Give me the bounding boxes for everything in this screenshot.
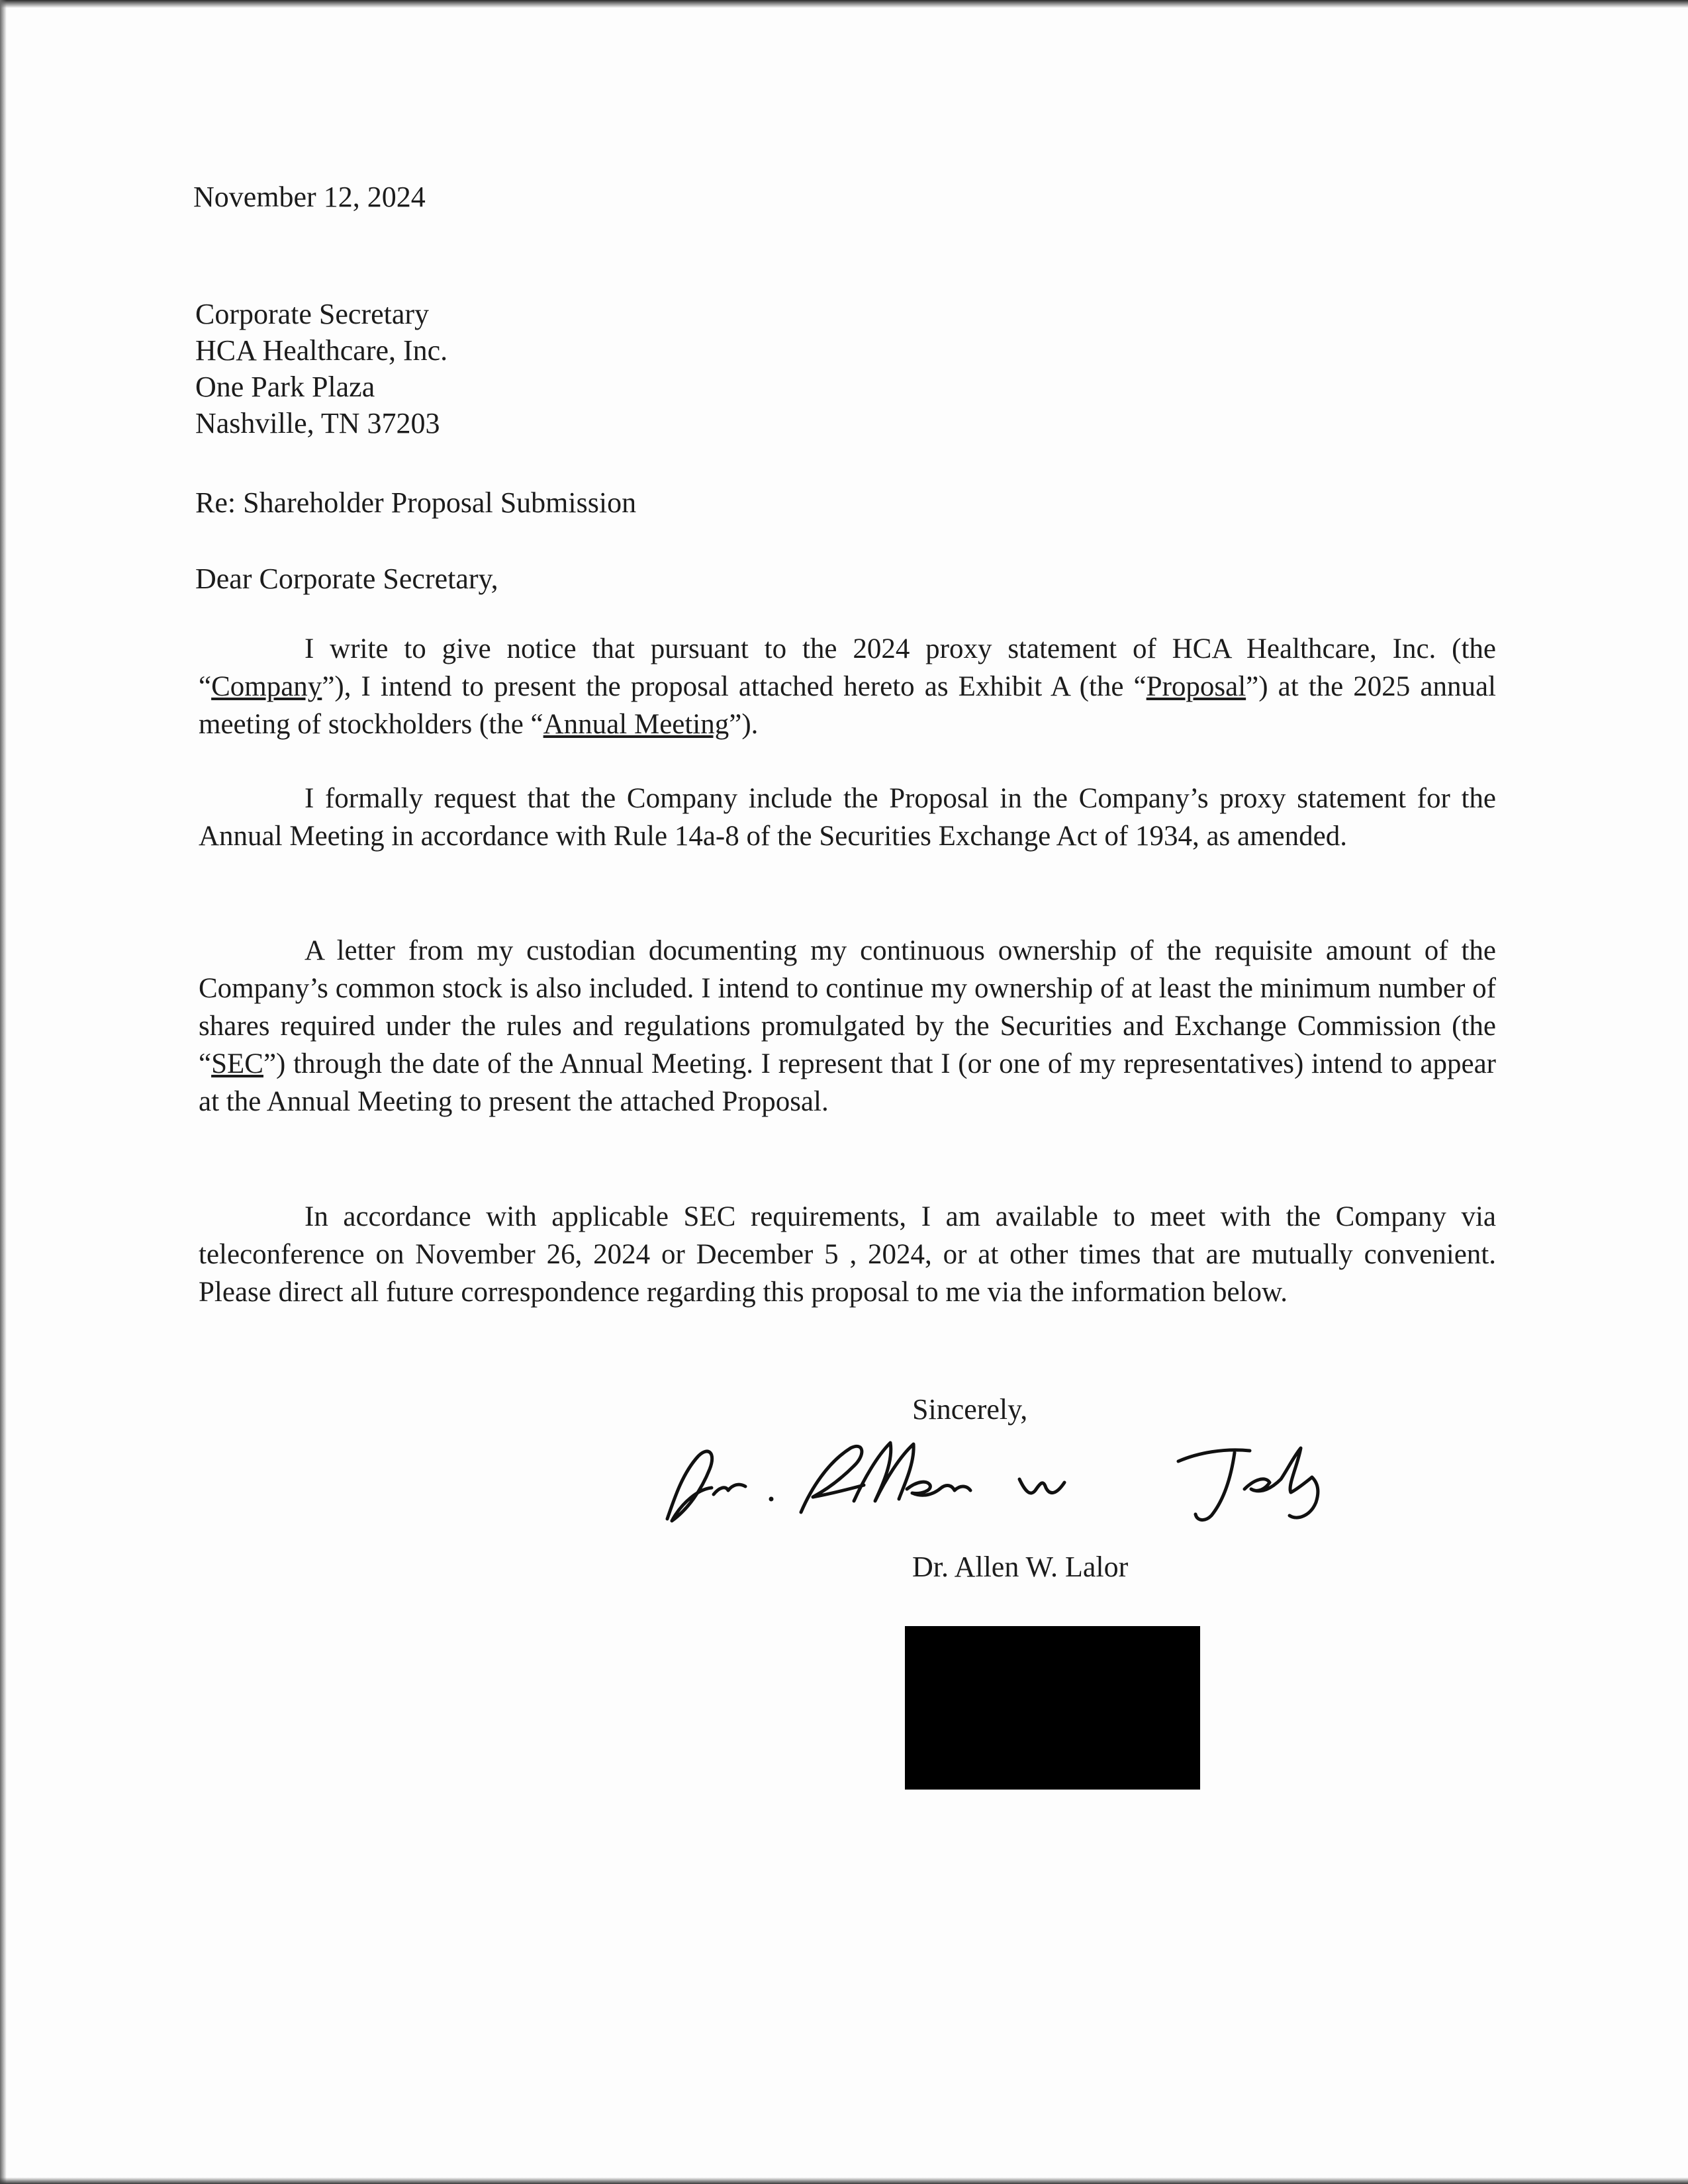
paragraph-availability: In accordance with applicable SEC requirements, I am available to meet with the Company via teleconference on November 26, 2024 or December 5 , 2024, or at other times that are mutually convenient. Please direct all future correspondence regarding this proposal to me via the information below. (199, 1201, 1496, 1308)
paragraph-notice-part-1: I write to give notice that pursuant to the 2024 proxy statement of HCA Healthcare, Inc. (the “ (199, 633, 1496, 702)
recipient-line-3: One Park Plaza (195, 371, 375, 403)
paragraph-ownership (199, 932, 1496, 1120)
paragraph-ownership-part-1: A letter from my custodian documenting my continuous ownership of the requisite amount of the Company’s common stock is also included. I intend to continue my ownership of at least the minimum number of shares required under the rules and regulations promulgated by the Securities and Exchange Commission (the “ (199, 935, 1496, 1079)
paragraph-notice-part-4: ”). (729, 709, 759, 740)
defined-term-proposal: Proposal (1146, 671, 1246, 702)
scan-edge-left (0, 0, 7, 2184)
defined-term-sec: SEC (211, 1048, 263, 1079)
paragraph-notice-part-2: ”), I intend to present the proposal attached hereto as Exhibit A (the “ (322, 671, 1147, 702)
subject-line: Re: Shareholder Proposal Submission (195, 486, 637, 519)
salutation: Dear Corporate Secretary, (195, 563, 498, 595)
scan-edge-top (0, 0, 1688, 8)
paragraph-ownership-part-2: ”) through the date of the Annual Meeting. I represent that I (or one of my representatives) intend to appear at the Annual Meeting to present the attached Proposal. (199, 1048, 1496, 1117)
paragraph-notice-part-3: ”) at the 2025 annual meeting of stockholders (the “ (199, 671, 1496, 740)
paragraph-notice (199, 630, 1496, 743)
letter-date: November 12, 2024 (193, 181, 426, 213)
recipient-line-4: Nashville, TN 37203 (195, 407, 440, 439)
signer-name: Dr. Allen W. Lalor (912, 1551, 1129, 1583)
recipient-line-2: HCA Healthcare, Inc. (195, 334, 448, 367)
scan-edge-bottom (0, 2177, 1688, 2184)
recipient-line-1: Corporate Secretary (195, 298, 430, 330)
paragraph-request: I formally request that the Company include the Proposal in the Company’s proxy statement for the Annual Meeting in accordance with Rule 14a-8 of the Securities Exchange Act of 1934, as amended. (199, 783, 1496, 852)
defined-term-annual-meeting: Annual Meeting (543, 709, 729, 740)
redaction-block (905, 1626, 1200, 1790)
handwritten-signature (635, 1416, 1377, 1549)
defined-term-company: Company (211, 671, 322, 702)
closing: Sincerely, (912, 1393, 1028, 1426)
